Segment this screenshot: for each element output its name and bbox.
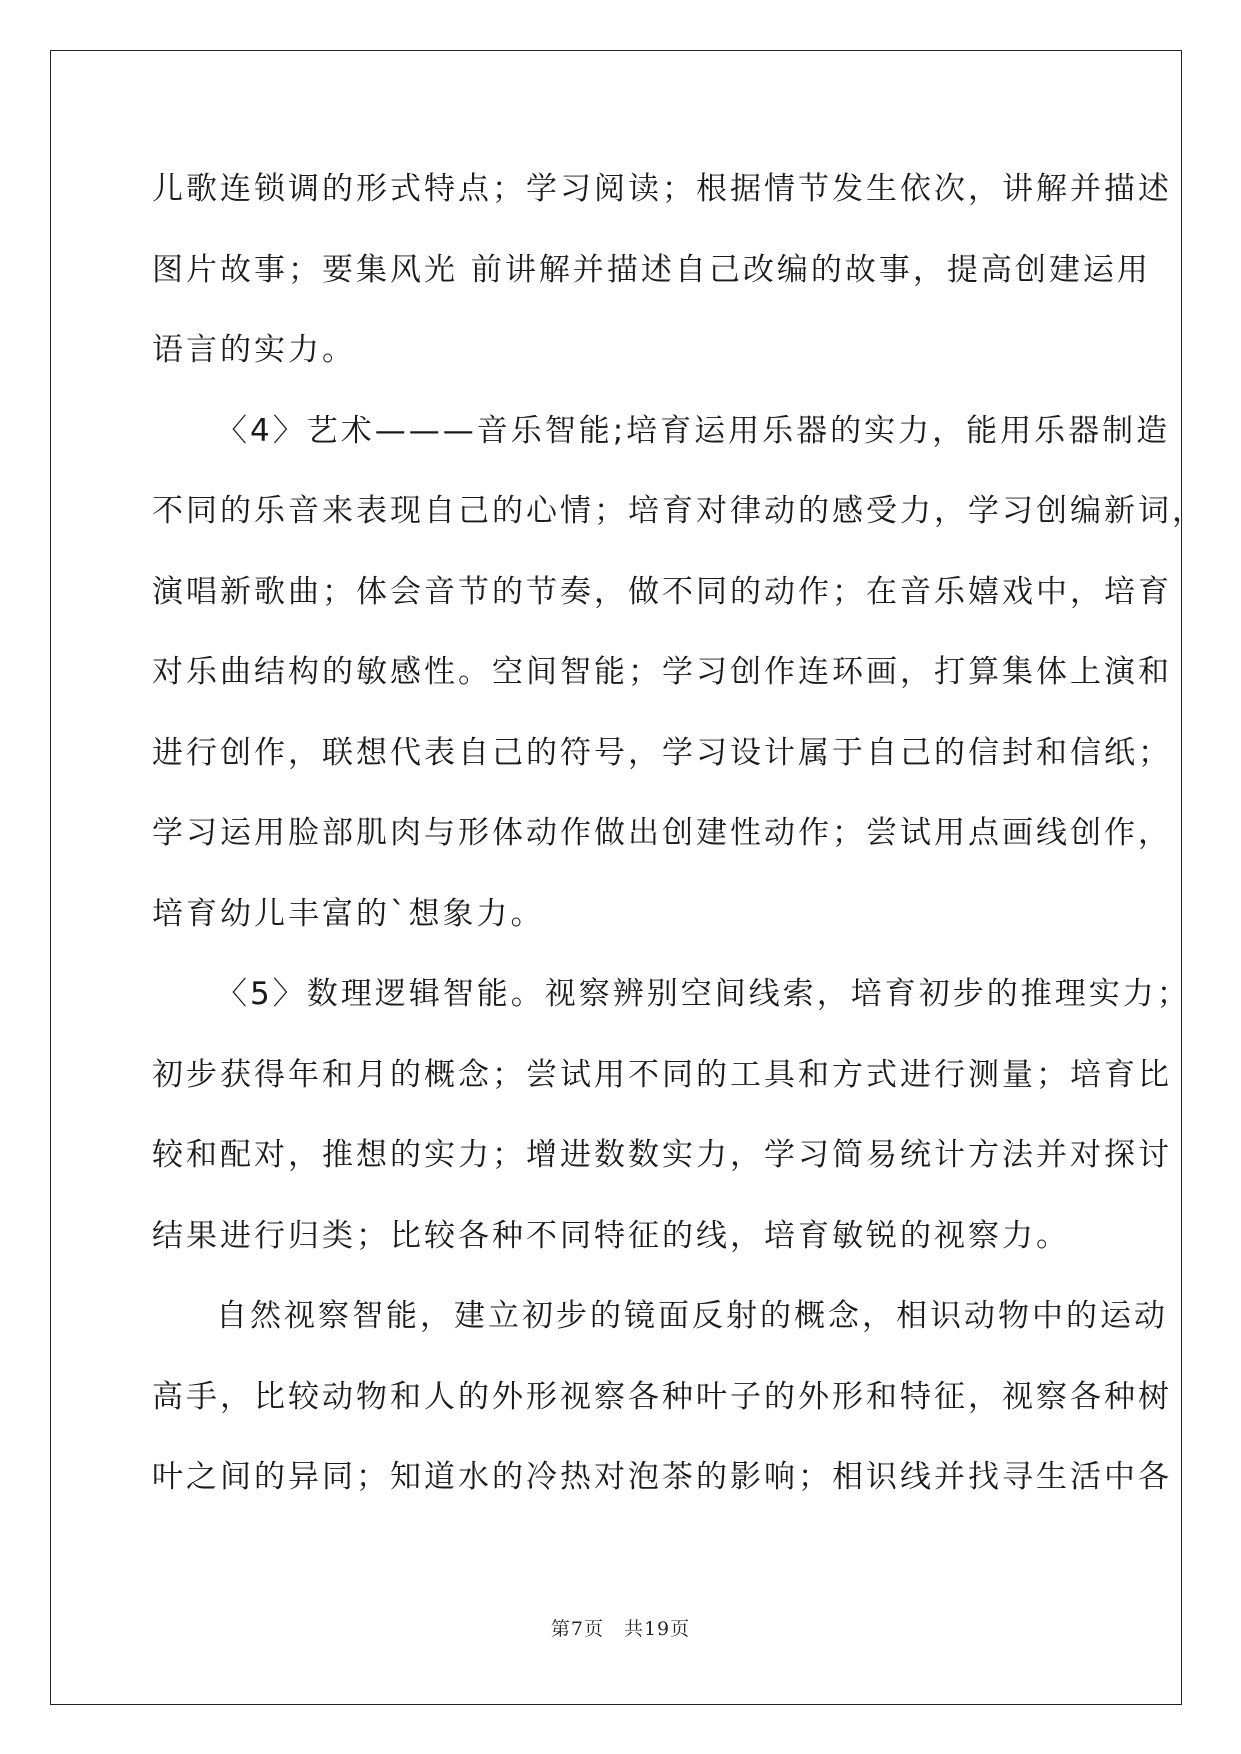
text-line: 培育幼儿丰富的`想象力。 [152, 895, 545, 932]
text-line: 高手，比较动物和人的外形视察各种叶子的外形和特征，视察各种树 [152, 1378, 1172, 1415]
text-line: 叶之间的异同；知道水的冷热对泡茶的影响；相识线并找寻生活中各 [152, 1459, 1172, 1495]
page-footer [0, 1614, 1241, 1641]
text-line: 语言的实力。 [152, 332, 356, 368]
paragraph-start-line: 自然视察智能，建立初步的镜面反射的概念，相识动物中的运动 [216, 1298, 1168, 1334]
text-line: 对乐曲结构的敏感性。空间智能；学习创作连环画，打算集体上演和 [152, 654, 1172, 690]
page-number: 第7页 [550, 1618, 604, 1640]
paragraph-start-line: 〈5〉数理逻辑智能。视察辨别空间线索，培育初步的推理实力； [216, 976, 1191, 1012]
text-line: 初步获得年和月的概念；尝试用不同的工具和方式进行测量；培育比 [152, 1056, 1172, 1093]
text-line: 进行创作，联想代表自己的符号，学习设计属于自己的信封和信纸； [152, 734, 1172, 771]
text-line: 儿歌连锁调的形式特点；学习阅读；根据情节发生依次，讲解并描述 [152, 171, 1172, 207]
document-body [152, 166, 1206, 1535]
text-line: 结果进行归类；比较各种不同特征的线，培育敏锐的视察力。 [152, 1217, 1070, 1254]
paragraph-start-line: 〈4〉艺术———音乐智能;培育运用乐器的实力，能用乐器制造 [216, 412, 1171, 449]
text-line: 较和配对，推想的实力；增进数数实力，学习简易统计方法并对探讨 [152, 1137, 1172, 1173]
text-line: 不同的乐音来表现自己的心情；培育对律动的感受力，学习创编新词， [152, 493, 1206, 529]
total-pages: 共19页 [623, 1618, 691, 1640]
text-line: 学习运用脸部肌肉与形体动作做出创建性动作；尝试用点画线创作， [152, 815, 1172, 851]
text-line: 图片故事；要集风光 前讲解并描述自己改编的故事，提高创建运用 [152, 251, 1151, 288]
text-line: 演唱新歌曲；体会音节的节奏，做不同的动作；在音乐嬉戏中，培育 [152, 573, 1172, 610]
